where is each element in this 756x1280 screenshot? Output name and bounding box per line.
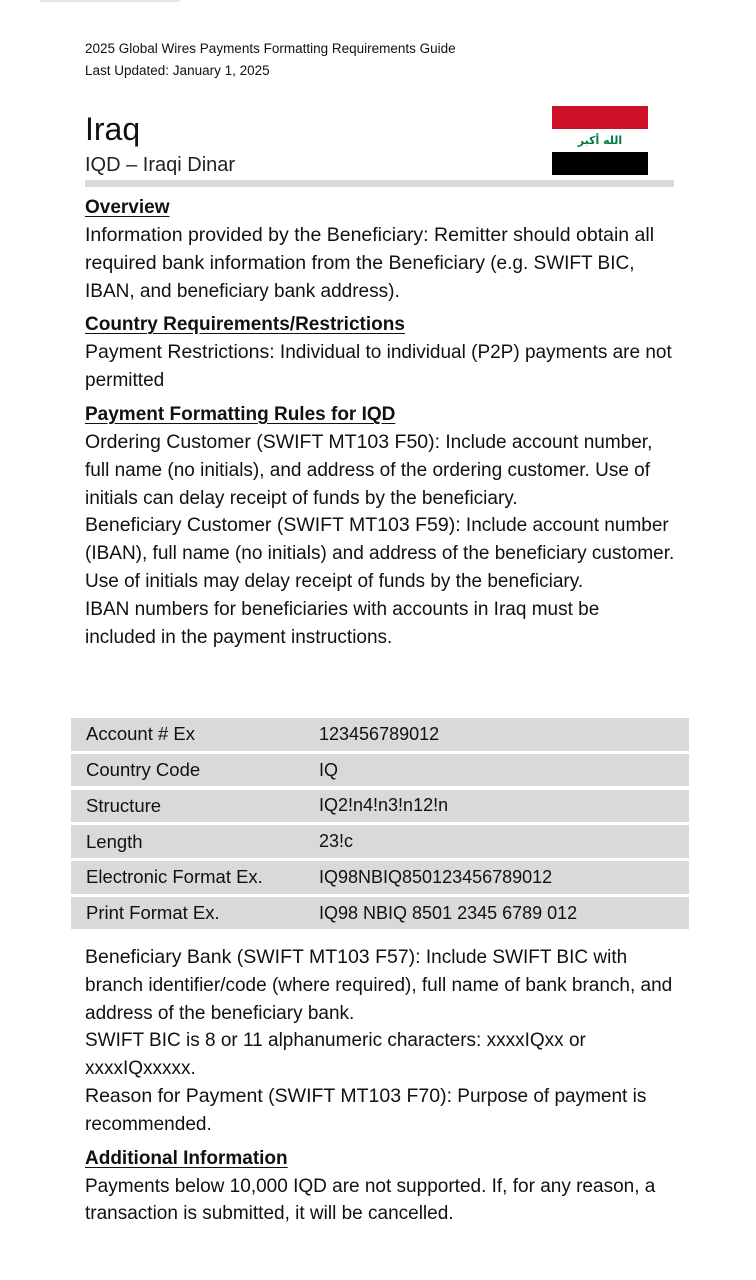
flag-takbir: الله أكبر [577, 134, 623, 147]
table-value: 123456789012 [319, 723, 440, 744]
additional-heading: Additional Information [85, 1147, 288, 1169]
beneficiary-label: Beneficiary Customer (SWIFT MT103 F59): [85, 514, 461, 537]
main-content [85, 194, 675, 651]
flag-red-stripe [552, 106, 648, 129]
flag-black-stripe [552, 152, 648, 175]
table-row [71, 718, 689, 751]
table-row [71, 861, 689, 894]
overview-label: Information provided by the Beneficiary: [85, 224, 429, 246]
restrictions-label: Payment Restrictions: [85, 341, 275, 364]
reason-paragraph [85, 1083, 685, 1139]
overview-paragraph [85, 222, 675, 305]
table-key: Structure [86, 794, 162, 816]
iraq-flag-icon [552, 106, 648, 175]
bank-text: Include SWIFT BIC with branch identifier/code (where required), full name of bank branch, and address of the beneficiary bank. [85, 947, 673, 1024]
iban-note: IBAN numbers for beneficiaries with accounts in Iraq must be included in the payment instructions. [85, 598, 600, 648]
bic-note: SWIFT BIC is 8 or 11 alphanumeric characters: xxxxIQxx or xxxxIQxxxxx. [85, 1030, 586, 1080]
table-key: Electronic Format Ex. [86, 866, 263, 888]
bank-label: Beneficiary Bank (SWIFT MT103 F57): [85, 946, 421, 968]
table-value: 23!c [319, 831, 354, 852]
title-divider [85, 180, 674, 187]
country-name: Iraq [85, 111, 141, 147]
guide-title: 2025 Global Wires Payments Formatting Requirements Guide [85, 41, 456, 56]
ordering-paragraph [85, 429, 675, 512]
beneficiary-text: Include account number (IBAN), full name (no initials) and address of the beneficiary customer. Use of initials may delay receipt of funds by the beneficiary. [85, 515, 675, 592]
table-key: Length [86, 830, 143, 852]
bank-content [85, 944, 685, 1228]
document-header [85, 38, 456, 82]
last-updated: Last Updated: January 1, 2025 [85, 63, 270, 78]
formatting-heading: Payment Formatting Rules for IQD [85, 403, 396, 425]
currency-name: IQD – Iraqi Dinar [85, 154, 236, 176]
top-divider [40, 0, 180, 2]
iban-table [71, 718, 689, 933]
table-key: Print Format Ex. [86, 902, 220, 924]
beneficiary-paragraph [85, 512, 675, 595]
ordering-label: Ordering Customer (SWIFT MT103 F50): [85, 430, 441, 453]
restrictions-text: Individual to individual (P2P) payments are not permitted [85, 342, 672, 392]
table-row [71, 897, 689, 930]
overview-heading: Overview [85, 197, 170, 218]
reason-text: Purpose of payment is recommended. [85, 1085, 647, 1135]
reason-label: Reason for Payment (SWIFT MT103 F70): [85, 1084, 453, 1107]
table-key: Country Code [86, 759, 201, 781]
table-value: IQ [319, 759, 339, 780]
table-value: IQ98 NBIQ 8501 2345 6789 012 [319, 902, 578, 923]
restrictions-heading: Country Requirements/Restrictions [85, 314, 405, 336]
additional-text: Payments below 10,000 IQD are not supported. If, for any reason, a transaction is submitted, it will be cancelled. [85, 1175, 656, 1225]
bank-paragraph [85, 944, 685, 1027]
table-row [71, 790, 689, 823]
table-value: IQ2!n4!n3!n12!n [319, 795, 449, 816]
table-row [71, 825, 689, 858]
restrictions-paragraph [85, 339, 675, 395]
ordering-text: Include account number, full name (no initials), and address of the ordering customer. Use of initials can delay receipt of funds by the beneficiary. [85, 431, 653, 509]
table-key: Account # Ex [86, 723, 196, 745]
overview-text-b: (e.g. SWIFT BIC, IBAN, and beneficiary bank address). [85, 252, 635, 302]
flag-white-stripe [552, 129, 648, 152]
table-row [71, 754, 689, 787]
table-value: IQ98NBIQ850123456789012 [319, 866, 553, 887]
overview-text-a: Remitter should obtain all required bank information from the Beneficiary [85, 224, 655, 274]
